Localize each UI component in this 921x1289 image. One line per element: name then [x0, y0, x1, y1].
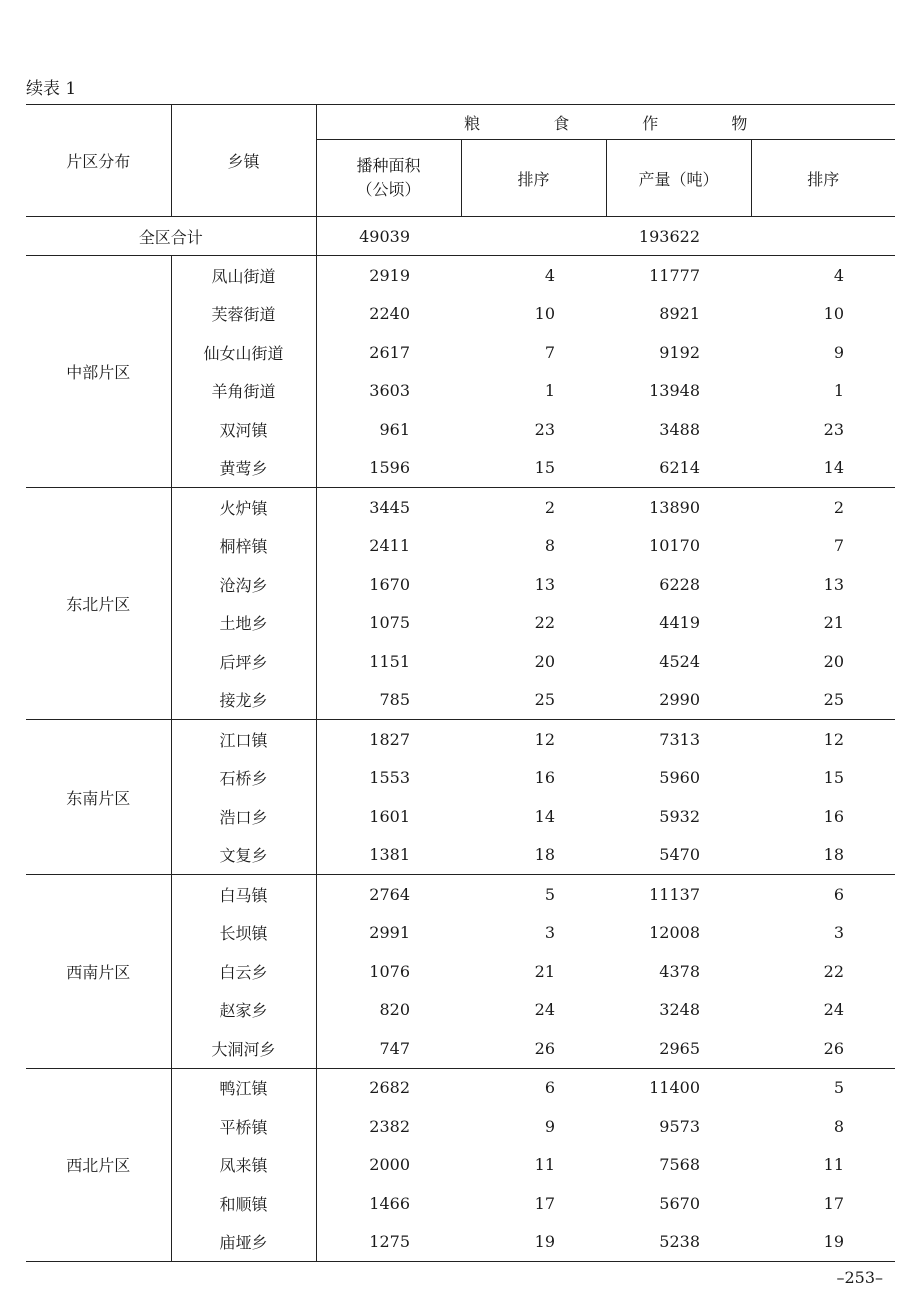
production-cell: 11400	[649, 1078, 700, 1098]
production-cell: 12008	[649, 923, 700, 943]
production-cell: 13948	[649, 381, 700, 401]
production-cell: 5960	[659, 768, 700, 788]
rank2-cell: 1	[833, 381, 845, 401]
rank2-cell: 16	[823, 806, 845, 826]
rank2-cell: 9	[833, 342, 845, 362]
area-cell: 1670	[369, 574, 410, 594]
area-cell: 2240	[369, 304, 410, 324]
production-cell: 5470	[606, 836, 751, 875]
rank1-cell: 22	[534, 613, 555, 633]
production-cell: 7313	[659, 729, 700, 749]
header-crop-group	[316, 105, 895, 140]
town-cell: 石桥乡	[171, 759, 316, 798]
rank1-cell: 5	[544, 884, 555, 904]
region-cell: 中部片区	[26, 256, 171, 488]
rank1-cell: 11	[534, 1155, 555, 1175]
header-production-label: 产量（吨）	[638, 169, 719, 189]
production-cell: 11137	[649, 884, 700, 904]
rank1-cell: 18	[461, 836, 606, 875]
table-row	[26, 875, 895, 914]
production-cell: 2990	[606, 681, 751, 720]
rank2-cell: 7	[833, 536, 845, 556]
rank1-cell: 12	[534, 729, 555, 749]
total-row	[26, 217, 895, 256]
header-area	[316, 140, 461, 217]
rank2-cell: 11	[823, 1155, 845, 1175]
rank1-cell: 16	[534, 768, 555, 788]
town-cell: 黄莺乡	[171, 449, 316, 488]
rank2-cell: 8	[833, 1116, 845, 1136]
rank1-cell: 23	[534, 419, 555, 439]
header-region-label: 片区分布	[66, 152, 131, 171]
region-cell: 东南片区	[26, 720, 171, 875]
production-cell: 3488	[659, 419, 700, 439]
rank2-cell: 3	[833, 923, 845, 943]
town-cell: 和顺镇	[171, 1184, 316, 1223]
production-cell: 10170	[649, 536, 700, 556]
area-cell: 1553	[369, 768, 410, 788]
area-cell: 2411	[369, 536, 410, 556]
rank2-cell: 22	[823, 961, 845, 981]
rank1-cell: 13	[534, 574, 555, 594]
header-area-line2: （公顷）	[356, 180, 421, 199]
town-cell: 火炉镇	[171, 488, 316, 527]
production-cell: 4419	[659, 613, 700, 633]
table-caption: 续表 1	[26, 79, 77, 99]
area-cell: 747	[316, 1029, 461, 1068]
rank1-cell: 2	[544, 497, 555, 517]
rank1-cell: 19	[461, 1223, 606, 1262]
rank2-cell: 26	[751, 1029, 895, 1068]
area-cell: 1827	[369, 729, 410, 749]
total-rank1-empty	[461, 217, 606, 256]
area-cell: 2682	[369, 1078, 410, 1098]
rank1-cell: 4	[544, 265, 555, 285]
region-cell: 西南片区	[26, 875, 171, 1069]
production-cell: 4524	[659, 651, 700, 671]
area-cell: 2919	[369, 265, 410, 285]
header-region	[26, 105, 171, 217]
rank2-cell: 14	[751, 449, 895, 488]
page-number: –253–	[836, 1268, 883, 1287]
region-cell: 东北片区	[26, 488, 171, 720]
rank1-cell: 24	[534, 1000, 555, 1020]
rank2-cell: 24	[823, 1000, 845, 1020]
rank1-cell: 9	[544, 1116, 555, 1136]
town-cell: 土地乡	[171, 604, 316, 643]
town-cell: 文复乡	[171, 836, 316, 875]
total-rank2-empty	[751, 217, 895, 256]
town-cell: 白马镇	[171, 875, 316, 914]
town-cell: 桐梓镇	[171, 527, 316, 566]
table-row	[26, 256, 895, 295]
area-cell: 785	[316, 681, 461, 720]
rank2-cell: 6	[833, 884, 845, 904]
rank2-cell: 5	[833, 1078, 845, 1098]
header-town-label: 乡镇	[227, 152, 260, 171]
town-cell: 江口镇	[171, 720, 316, 759]
production-cell: 13890	[649, 497, 700, 517]
rank1-cell: 20	[534, 651, 555, 671]
rank1-cell: 25	[461, 681, 606, 720]
header-crop-group-label: 粮 食 作 物	[464, 113, 782, 133]
table-row	[26, 720, 895, 759]
rank2-cell: 21	[823, 613, 845, 633]
town-cell: 长坝镇	[171, 914, 316, 953]
rank1-cell: 7	[544, 342, 555, 362]
town-cell: 白云乡	[171, 952, 316, 991]
rank2-cell: 18	[751, 836, 895, 875]
town-cell: 羊角街道	[171, 372, 316, 411]
area-cell: 1381	[316, 836, 461, 875]
production-cell: 6214	[606, 449, 751, 488]
area-cell: 2617	[369, 342, 410, 362]
area-cell: 1275	[316, 1223, 461, 1262]
production-cell: 4378	[659, 961, 700, 981]
rank1-cell: 14	[534, 806, 555, 826]
rank2-cell: 25	[751, 681, 895, 720]
area-cell: 3603	[369, 381, 410, 401]
area-cell: 1466	[369, 1193, 410, 1213]
town-cell: 平桥镇	[171, 1107, 316, 1146]
production-cell: 5932	[659, 806, 700, 826]
production-cell: 3248	[659, 1000, 700, 1020]
town-cell: 大洞河乡	[171, 1029, 316, 1068]
rank2-cell: 13	[823, 574, 845, 594]
rank2-cell: 20	[823, 651, 845, 671]
town-cell: 凤山街道	[171, 256, 316, 295]
production-cell: 7568	[659, 1155, 700, 1175]
production-cell: 2965	[606, 1029, 751, 1068]
area-cell: 2382	[369, 1116, 410, 1136]
area-cell: 2000	[369, 1155, 410, 1175]
rank1-cell: 1	[544, 381, 555, 401]
rank2-cell: 17	[823, 1193, 845, 1213]
town-cell: 庙垭乡	[171, 1223, 316, 1262]
area-cell: 2764	[369, 884, 410, 904]
rank2-cell: 19	[751, 1223, 895, 1262]
area-cell: 3445	[369, 497, 410, 517]
town-cell: 沧沟乡	[171, 565, 316, 604]
header-rank1	[461, 140, 606, 217]
rank1-cell: 21	[534, 961, 555, 981]
area-cell: 1075	[369, 613, 410, 633]
header-rank2-label: 排序	[807, 169, 840, 189]
production-cell: 8921	[659, 304, 700, 324]
header-area-line1: 播种面积	[356, 156, 421, 175]
header-town	[171, 105, 316, 217]
area-cell: 2991	[369, 923, 410, 943]
total-production: 193622	[606, 217, 751, 256]
area-cell: 1601	[369, 806, 410, 826]
header-rank2	[751, 140, 895, 217]
town-cell: 浩口乡	[171, 797, 316, 836]
region-cell: 西北片区	[26, 1068, 171, 1262]
rank1-cell: 26	[461, 1029, 606, 1068]
rank1-cell: 3	[544, 923, 555, 943]
rank1-cell: 8	[544, 536, 555, 556]
header-production	[606, 140, 751, 217]
town-cell: 芙蓉街道	[171, 295, 316, 334]
production-cell: 9573	[659, 1116, 700, 1136]
production-cell: 5238	[606, 1223, 751, 1262]
header-row-1	[26, 105, 895, 140]
rank1-cell: 6	[544, 1078, 555, 1098]
rank1-cell: 10	[534, 304, 555, 324]
table-row	[26, 1068, 895, 1107]
town-cell: 赵家乡	[171, 991, 316, 1030]
rank2-cell: 12	[823, 729, 845, 749]
production-cell: 11777	[649, 265, 700, 285]
rank2-cell: 15	[823, 768, 845, 788]
area-cell: 1076	[369, 961, 410, 981]
rank2-cell: 10	[823, 304, 845, 324]
town-cell: 仙女山街道	[171, 333, 316, 372]
rank2-cell: 2	[833, 497, 845, 517]
town-cell: 凤来镇	[171, 1146, 316, 1185]
town-cell: 接龙乡	[171, 681, 316, 720]
area-cell: 1151	[369, 651, 410, 671]
rank2-cell: 4	[833, 265, 845, 285]
header-rank1-label: 排序	[517, 169, 550, 189]
area-cell: 820	[379, 1000, 410, 1020]
rank1-cell: 15	[461, 449, 606, 488]
town-cell: 后坪乡	[171, 642, 316, 681]
rank1-cell: 17	[534, 1193, 555, 1213]
town-cell: 双河镇	[171, 410, 316, 449]
total-area: 49039	[316, 217, 461, 256]
table-row	[26, 488, 895, 527]
area-cell: 961	[379, 419, 410, 439]
area-cell: 1596	[316, 449, 461, 488]
production-cell: 9192	[659, 342, 700, 362]
grain-crop-table	[26, 104, 895, 1262]
rank2-cell: 23	[823, 419, 845, 439]
total-label: 全区合计	[26, 217, 316, 256]
production-cell: 6228	[659, 574, 700, 594]
production-cell: 5670	[659, 1193, 700, 1213]
town-cell: 鸭江镇	[171, 1068, 316, 1107]
